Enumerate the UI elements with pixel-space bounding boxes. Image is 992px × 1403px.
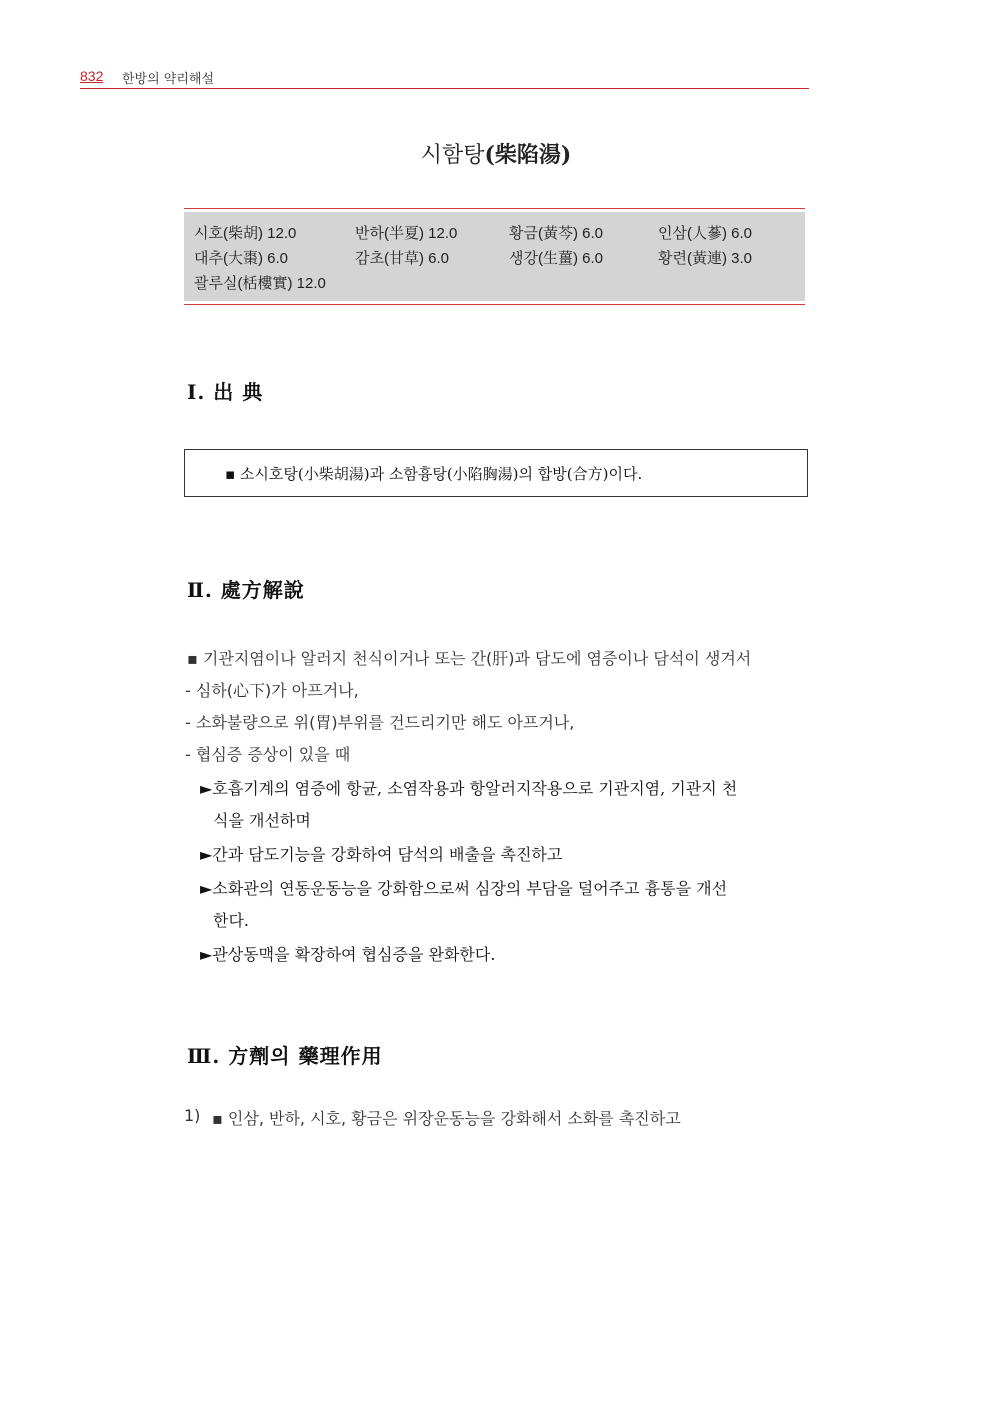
ingredient-item: 반하(半夏) 12.0 [355,225,458,242]
indication-line: - 심하(心下)가 아프거나, [185,681,359,700]
formula-name: 시함탕 [420,143,485,168]
page-header [80,66,809,89]
source-box [184,449,808,497]
page-number: 832 [80,68,104,84]
ingredient-item: 대추(大棗) 6.0 [194,250,289,267]
pharmacology-item-number: 1) [184,1106,201,1125]
indication-line: - 협심증 증상이 있을 때 [185,745,351,764]
indication-line: - 소화불량으로 위(胃)부위를 건드리기만 해도 아프거나, [185,713,575,732]
section-title-explanation: Ⅱ. 處方解說 [187,578,305,602]
ingredient-item: 인삼(人蔘) 6.0 [658,225,753,242]
formula-hanja: (柴陷湯) [484,142,572,168]
ingredient-item: 황련(黃連) 3.0 [658,250,753,267]
effect-line-continued: 한다. [213,911,249,930]
ingredient-item: 생강(生薑) 6.0 [509,250,604,267]
effect-line: ►관상동맥을 확장하여 협심증을 완화한다. [200,945,496,964]
ingredients-box [184,208,805,305]
book-title: 한방의 약리해설 [122,72,215,87]
ingredient-item: 감초(甘草) 6.0 [355,250,450,267]
ingredient-item: 시호(柴胡) 12.0 [194,225,297,242]
section-title-source: Ⅰ. 出 典 [187,380,264,404]
effect-line-continued: 식을 개선하며 [213,811,311,830]
effect-line: ►호흡기계의 염증에 항균, 소염작용과 항알러지작용으로 기관지염, 기관지 천 [200,779,738,798]
ingredient-item: 황금(黃芩) 6.0 [509,225,604,242]
effect-line: ►소화관의 연동운동능을 강화함으로써 심장의 부담을 덜어주고 흉통을 개선 [200,879,728,898]
indication-line: ▪ 기관지염이나 알러지 천식이거나 또는 간(肝)과 담도에 염증이나 담석이 생겨서 [187,649,752,668]
section-title-pharmacology: Ⅲ. 方劑의 藥理作用 [187,1044,383,1068]
pharmacology-item-text: ▪ 인삼, 반하, 시호, 황금은 위장운동능을 강화해서 소화를 촉진하고 [212,1109,681,1128]
source-text: ▪ 소시호탕(小柴胡湯)과 소함흉탕(小陷胸湯)의 합방(合方)이다. [225,465,643,483]
formula-title [0,138,992,169]
effect-line: ►간과 담도기능을 강화하여 담석의 배출을 촉진하고 [200,845,563,864]
ingredient-item: 괄루실(栝樓實) 12.0 [194,275,326,292]
